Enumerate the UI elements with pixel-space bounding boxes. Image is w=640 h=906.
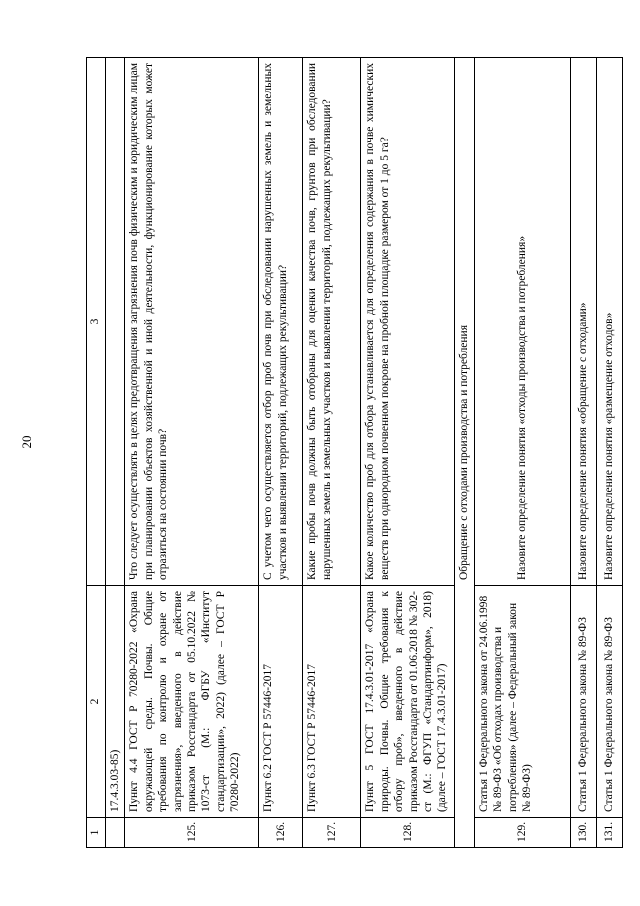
row-source: 17.4.3.03-85): [106, 586, 125, 818]
row-question: Назовите определение понятия «размещение отходов»: [596, 58, 622, 586]
row-source: Пункт 5 ГОСТ 17.4.3.01-2017 «Охрана природы. Почвы. Общие требования к отбору проб», введенного в действие приказом Росстандарта от 01.06.2018 № 302-ст (М.: ФГУП «Стандартинформ», 2018) (далее – ГОСТ 17.4.3.01-2017): [361, 586, 455, 818]
row-number: 129.: [474, 818, 570, 848]
row-source: Пункт 6.3 ГОСТ Р 57446-2017: [303, 586, 361, 818]
table-row: [361, 58, 455, 848]
row-question: Назовите определение понятия «отходы производства и потребления»: [474, 58, 570, 586]
table-row: [125, 58, 259, 848]
row-question: Что следует осуществлять в целях предотвращения загрязнения почв физическим и юридическим лицам при планировании объектов хозяйственной и иной деятельности, функционирование которых может отразиться на состоянии почв?: [125, 58, 259, 586]
section-row: [455, 58, 474, 848]
row-number: [106, 818, 125, 848]
row-question: Какие пробы почв должны быть отобраны для оценки качества почв, грунтов при обследовании нарушенных земель и земельных участков и выявлении территорий, подлежащих рекультивации?: [303, 58, 361, 586]
row-number: 128.: [361, 818, 455, 848]
row-source: Пункт 4.4 ГОСТ Р 70280-2022 «Охрана окружающей среды. Почвы. Общие требования по контролю и охране от загрязнения», введенного в действие приказом Росстандарта от 05.10.2022 № 1073-ст (М.: ФГБУ «Институт стандартизации», 2022) (далее – ГОСТ Р 70280-2022): [125, 586, 259, 818]
row-number: 131.: [596, 818, 622, 848]
row-question: С учетом чего осуществляется отбор проб почв при обследовании нарушенных земель и земельных участков и выявлении территорий, подлежащих рекультивации?: [259, 58, 303, 586]
requirements-table-sheet: [86, 58, 620, 848]
table-header-row: [87, 58, 106, 848]
row-question: Назовите определение понятия «обращение с отходами»: [570, 58, 596, 586]
row-source: Статья 1 Федерального закона № 89-ФЗ: [570, 586, 596, 818]
row-number: 126.: [259, 818, 303, 848]
row-number: 127.: [303, 818, 361, 848]
table-row: [570, 58, 596, 848]
column-header-2: 2: [87, 586, 106, 818]
row-question: [106, 58, 125, 586]
page-number: 20: [19, 435, 34, 449]
table-row: [474, 58, 570, 848]
row-source: Статья 1 Федерального закона от 24.06.1998 № 89-ФЗ «Об отходах производства и потребления» (далее – Федеральный закон № 89-ФЗ): [474, 586, 570, 818]
column-header-1: 1: [87, 818, 106, 848]
section-title: Обращение с отходами производства и потребления: [455, 58, 474, 848]
row-source: Пункт 6.2 ГОСТ Р 57446-2017: [259, 586, 303, 818]
table-row: [259, 58, 303, 848]
column-header-3: 3: [87, 58, 106, 586]
row-number: 130.: [570, 818, 596, 848]
requirements-table: [86, 57, 623, 848]
row-question: Какое количество проб для отбора устанавливается для определения содержания в почве химических веществ при однородном почвенном покрове на пробной площадке размером от 1 до 5 га?: [361, 58, 455, 586]
table-row: [106, 58, 125, 848]
row-number: 125.: [125, 818, 259, 848]
row-source: Статья 1 Федерального закона № 89-ФЗ: [596, 586, 622, 818]
table-row: [303, 58, 361, 848]
table-row: [596, 58, 622, 848]
